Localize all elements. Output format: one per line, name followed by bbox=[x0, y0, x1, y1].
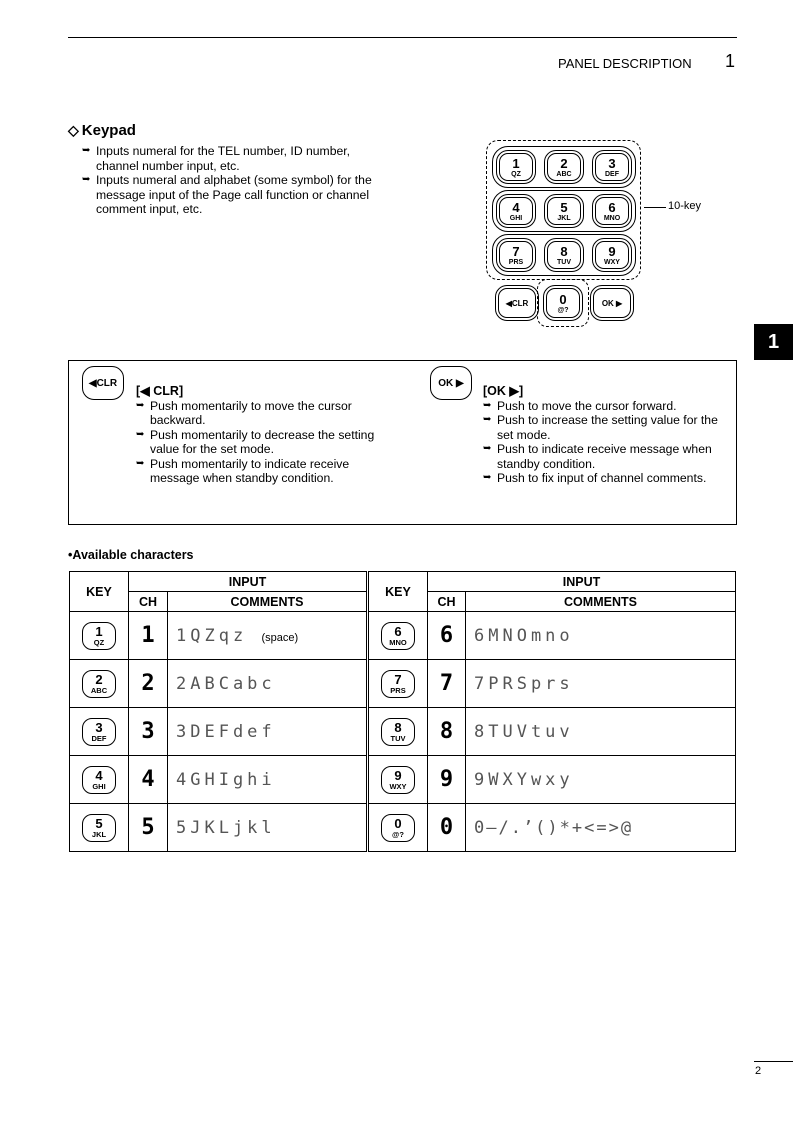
ten-key-leader bbox=[644, 207, 666, 208]
list-item: ➥ Push to increase the setting value for the set mode. bbox=[483, 413, 718, 442]
ch-value: 7 bbox=[428, 660, 466, 708]
list-item: ➥ Push to indicate receive message when standby condition. bbox=[483, 442, 712, 471]
footer-rule bbox=[754, 1061, 793, 1062]
table-row bbox=[70, 660, 736, 708]
arrow-icon: ➥ bbox=[136, 400, 145, 411]
ch-value: 9 bbox=[428, 756, 466, 804]
key-0[interactable]: 0 @? bbox=[543, 285, 583, 321]
ch-value: 8 bbox=[428, 708, 466, 756]
clr-title: [◀ CLR] bbox=[136, 384, 184, 398]
section-title: Keypad bbox=[81, 122, 136, 139]
ch-value: 1 bbox=[129, 612, 168, 660]
comments-value: 8TUVtuv bbox=[466, 708, 736, 756]
key-icon: 7 PRS bbox=[381, 670, 415, 698]
list-item: ➥ Push momentarily to decrease the setting value for the set mode. bbox=[136, 427, 375, 457]
key-icon: 1 QZ bbox=[82, 622, 116, 650]
key-icon: 3 DEF bbox=[82, 718, 116, 746]
comments-value: 2ABCabc bbox=[168, 660, 368, 708]
ok-key[interactable]: OK ▶ bbox=[590, 285, 634, 321]
ch-value: 6 bbox=[428, 612, 466, 660]
keypad-row bbox=[492, 190, 636, 232]
key-6[interactable]: 6 MNO bbox=[592, 194, 632, 228]
list-item: ➥ Push to fix input of channel comments. bbox=[483, 471, 707, 486]
ch-value: 5 bbox=[129, 804, 168, 852]
chapter-tab: 1 bbox=[754, 324, 793, 360]
diamond-icon: ◇ bbox=[68, 122, 79, 138]
comments-value: 3DEFdef bbox=[168, 708, 368, 756]
ch-value: 2 bbox=[129, 660, 168, 708]
arrow-icon: ➥ bbox=[82, 145, 91, 156]
comments-value: 0–/.’()*+<=>@ bbox=[466, 804, 736, 852]
header-rule bbox=[68, 37, 737, 38]
arrow-icon: ➥ bbox=[136, 428, 145, 440]
page-number: 2 bbox=[755, 1065, 762, 1077]
list-item: ➥ Inputs numeral and alphabet (some symbol) for the message input of the Page call function or channel comment input, etc. bbox=[82, 173, 372, 217]
key-2[interactable]: 2 ABC bbox=[544, 150, 584, 184]
header-ch: CH bbox=[129, 592, 168, 612]
header-comments: COMMENTS bbox=[466, 592, 736, 612]
table-row bbox=[70, 612, 736, 660]
key-9[interactable]: 9 WXY bbox=[592, 238, 632, 272]
arrow-icon: ➥ bbox=[483, 400, 492, 411]
comments-value: 1QZqz (space) bbox=[168, 612, 368, 660]
header-input: INPUT bbox=[428, 572, 736, 592]
table-row bbox=[70, 804, 736, 852]
chapter-number: 1 bbox=[725, 51, 736, 71]
comments-value: 5JKLjkl bbox=[168, 804, 368, 852]
character-table bbox=[69, 571, 736, 852]
clr-key-icon: ◀CLR bbox=[82, 366, 124, 400]
ok-title: [OK ▶] bbox=[483, 384, 524, 398]
key-1[interactable]: 1 QZ bbox=[496, 150, 536, 184]
table-row bbox=[70, 756, 736, 804]
key-icon: 6 MNO bbox=[381, 622, 415, 650]
key-icon: 8 TUV bbox=[381, 718, 415, 746]
keypad-description bbox=[82, 144, 386, 217]
key-icon: 5 JKL bbox=[82, 814, 116, 842]
clr-list bbox=[136, 399, 386, 485]
clr-key[interactable]: ◀CLR bbox=[495, 285, 539, 321]
ch-value: 3 bbox=[129, 708, 168, 756]
header-key: KEY bbox=[70, 572, 129, 612]
arrow-icon: ➥ bbox=[483, 472, 492, 484]
arrow-icon: ➥ bbox=[483, 443, 492, 455]
arrow-icon: ➥ bbox=[483, 414, 492, 426]
key-icon: 4 GHI bbox=[82, 766, 116, 794]
table-row bbox=[70, 708, 736, 756]
ok-key-icon: OK ▶ bbox=[430, 366, 472, 400]
header-input: INPUT bbox=[129, 572, 368, 592]
list-item: ➥ Push to move the cursor forward. bbox=[483, 399, 677, 413]
list-item: ➥ Push momentarily to indicate receive message when standby condition. bbox=[136, 456, 350, 486]
ok-list bbox=[483, 399, 733, 485]
key-icon: 0 @? bbox=[381, 814, 415, 842]
header-comments: COMMENTS bbox=[168, 592, 368, 612]
key-8[interactable]: 8 TUV bbox=[544, 238, 584, 272]
key-3[interactable]: 3 DEF bbox=[592, 150, 632, 184]
available-characters-title: •Available characters bbox=[68, 548, 194, 562]
header-title: PANEL DESCRIPTION bbox=[558, 56, 692, 71]
ch-value: 4 bbox=[129, 756, 168, 804]
comments-value: 4GHIghi bbox=[168, 756, 368, 804]
comments-value: 7PRSprs bbox=[466, 660, 736, 708]
header-ch: CH bbox=[428, 592, 466, 612]
comments-value: 6MNOmno bbox=[466, 612, 736, 660]
key-4[interactable]: 4 GHI bbox=[496, 194, 536, 228]
keypad-row bbox=[492, 234, 636, 276]
key-5[interactable]: 5 JKL bbox=[544, 194, 584, 228]
ch-value: 0 bbox=[428, 804, 466, 852]
section-heading bbox=[68, 122, 136, 139]
arrow-icon: ➥ bbox=[136, 457, 145, 469]
key-icon: 9 WXY bbox=[381, 766, 415, 794]
list-item: ➥ Inputs numeral for the TEL number, ID number, channel number input, etc. bbox=[82, 144, 351, 173]
header-key: KEY bbox=[368, 572, 428, 612]
keypad-row bbox=[492, 146, 636, 188]
keypad-illustration bbox=[486, 140, 642, 328]
comments-value: 9WXYwxy bbox=[466, 756, 736, 804]
arrow-icon: ➥ bbox=[82, 174, 91, 186]
ten-key-label: 10-key bbox=[668, 200, 702, 212]
list-item: ➥ Push momentarily to move the cursor backward. bbox=[136, 399, 352, 428]
key-7[interactable]: 7 PRS bbox=[496, 238, 536, 272]
key-icon: 2 ABC bbox=[82, 670, 116, 698]
